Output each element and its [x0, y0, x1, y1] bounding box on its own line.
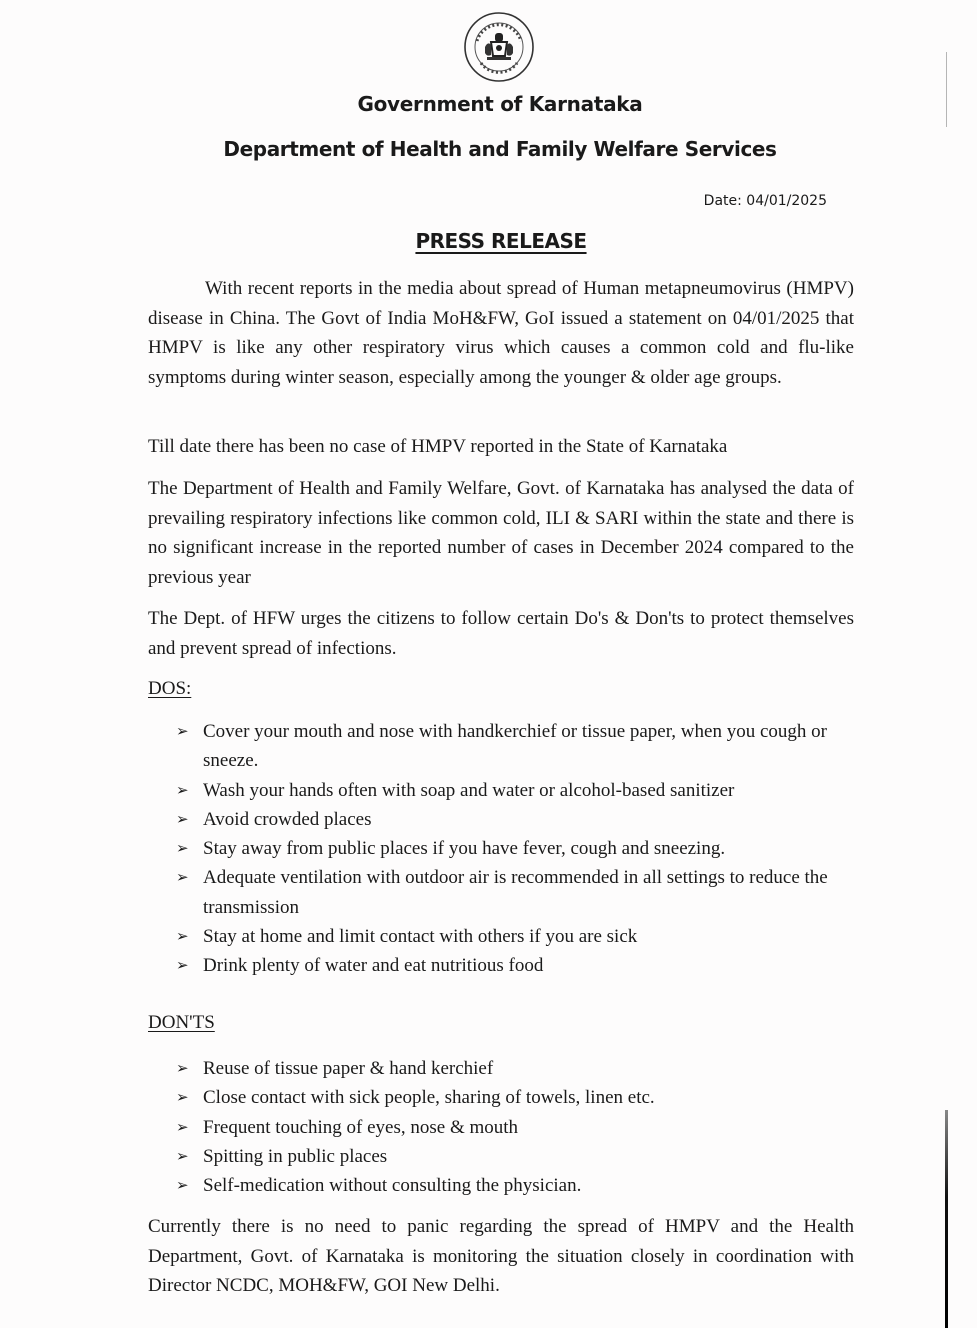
list-item — [176, 717, 836, 776]
arrow-bullet-icon: ➢ — [176, 956, 189, 975]
list-item-text: Stay at home and limit contact with others if you are sick — [203, 926, 638, 948]
dos-list — [176, 717, 836, 981]
list-item-text: Stay away from public places if you have fever, cough and sneezing. — [203, 838, 726, 860]
arrow-bullet-icon: ➢ — [176, 839, 189, 858]
list-item — [176, 863, 836, 922]
arrow-bullet-icon: ➢ — [176, 1117, 189, 1136]
list-item — [176, 1171, 836, 1200]
arrow-bullet-icon: ➢ — [176, 809, 189, 828]
paragraph-data-analysis: The Department of Health and Family Welfare, Govt. of Karnataka has analysed the data of prevailing respiratory infections like common cold, ILI & SARI within the state and there is no significant increase in the reported number of cases in December 2024 compared to the previous year — [148, 478, 854, 588]
press-release-title — [0, 229, 977, 253]
release-date: Date: 04/01/2025 — [703, 193, 827, 209]
list-item-text: Frequent touching of eyes, nose & mouth — [203, 1116, 519, 1138]
list-item — [176, 776, 836, 805]
list-item-text: Wash your hands often with soap and water or alcohol-based sanitizer — [203, 779, 735, 801]
paragraph-closing: Currently there is no need to panic regarding the spread of HMPV and the Health Department, Govt. of Karnataka is monitoring the situation closely in coordination with Director NCDC, MOH&FW, GOI New Delhi. — [148, 1216, 854, 1296]
list-item — [176, 1054, 836, 1083]
paragraph-dos-donts-intro: The Dept. of HFW urges the citizens to follow certain Do's & Don'ts to protect themselves and prevent spread of infections. — [148, 608, 854, 659]
dos-heading: DOS: — [148, 678, 192, 699]
scan-edge-line — [945, 1110, 948, 1328]
list-item-text: Reuse of tissue paper & hand kerchief — [203, 1058, 494, 1079]
list-item-text: Avoid crowded places — [203, 808, 372, 830]
list-item — [176, 1142, 836, 1171]
government-heading: Government of Karnataka — [357, 92, 643, 116]
arrow-bullet-icon: ➢ — [176, 1146, 189, 1165]
arrow-bullet-icon: ➢ — [176, 1059, 189, 1077]
list-item — [176, 922, 836, 951]
list-item — [176, 805, 836, 834]
arrow-bullet-icon: ➢ — [176, 1176, 189, 1195]
list-item-text: Spitting in public places — [203, 1145, 388, 1167]
arrow-bullet-icon: ➢ — [176, 927, 189, 946]
list-item — [176, 1113, 836, 1142]
paragraph-no-cases: Till date there has been no case of HMPV reported in the State of Karnataka — [148, 436, 728, 457]
list-item-text: Close contact with sick people, sharing of towels, linen etc. — [203, 1087, 655, 1109]
donts-heading: DON'TS — [148, 1012, 215, 1033]
list-item — [176, 834, 836, 863]
arrow-bullet-icon: ➢ — [176, 868, 189, 887]
arrow-bullet-icon: ➢ — [176, 1088, 189, 1107]
arrow-bullet-icon: ➢ — [176, 780, 189, 799]
government-seal-icon — [463, 11, 535, 83]
list-item-text: Cover your mouth and nose with handkerchief or tissue paper, when you cough or sneeze. — [203, 721, 827, 772]
list-item — [176, 951, 836, 980]
list-item-text: Drink plenty of water and eat nutritious food — [203, 955, 544, 977]
press-release-title-text: PRESS RELEASE — [415, 229, 587, 253]
department-heading: Department of Health and Family Welfare Services — [223, 137, 777, 161]
list-item-text: Adequate ventilation with outdoor air is recommended in all settings to reduce the transmission — [203, 867, 828, 918]
donts-list — [176, 1054, 836, 1200]
list-item — [176, 1083, 836, 1112]
list-item-text: Self-medication without consulting the physician. — [203, 1175, 582, 1197]
arrow-bullet-icon: ➢ — [176, 722, 189, 740]
paragraph-hmpv-background: With recent reports in the media about spread of Human metapneumovirus (HMPV) disease in China. The Govt of India MoH&FW, GoI issued a statement on 04/01/2025 that HMPV is like any other respiratory virus which causes a common cold and flu-like symptoms during winter season, especially among the younger & older age groups. — [148, 278, 854, 388]
